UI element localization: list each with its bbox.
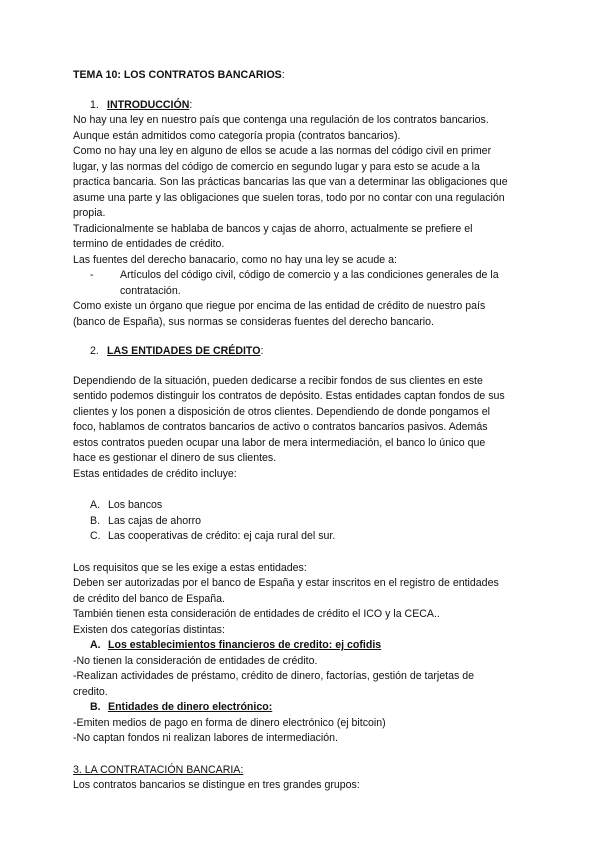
paragraph-line: foco, hablamos de contratos bancarios de activo o contratos bancarios pasivos. Además xyxy=(73,421,488,433)
section-1-label: INTRODUCCIÓN xyxy=(107,98,190,111)
section-2-heading xyxy=(90,344,535,360)
paragraph-line: Dependiendo de la situación, pueden dedicarse a recibir fondos de sus clientes en este xyxy=(73,374,483,387)
section-1-colon: : xyxy=(189,98,193,111)
paragraph-line: asume una parte y las obligaciones que suelen toras, todo por no contar con una regulación xyxy=(73,191,505,204)
paragraph-line: sentido podemos distinguir los contratos de depósito. Estas entidades captan fondos de sus xyxy=(73,390,505,402)
entity-list-item xyxy=(90,514,535,530)
paragraph-line: Tradicionalmente se hablaba de bancos y cajas de ahorro, actualmente se prefiere el xyxy=(73,222,473,235)
paragraph-line: También tienen esta consideración de entidades de crédito el ICO y la CECA.. xyxy=(73,608,440,620)
dash-item-text xyxy=(120,268,535,299)
paragraph-line: Estas entidades de crédito incluye: xyxy=(73,467,237,480)
paragraph-line: No hay una ley en nuestro país que contenga una regulación de los contratos bancarios. xyxy=(73,114,489,126)
list-marker: B. xyxy=(90,514,101,527)
document-title xyxy=(73,68,535,84)
section-2-number: 2. xyxy=(90,345,99,357)
paragraph-line: -No captan fondos ni realizan labores de intermediación. xyxy=(73,732,338,744)
dash-item-line: Artículos del código civil, código de comercio y a las condiciones generales de la xyxy=(120,269,499,281)
paragraph-line: Los contratos bancarios se distingue en tres grandes grupos: xyxy=(73,779,360,791)
paragraph-line: propia. xyxy=(73,207,106,219)
paragraph-line: (banco de España), sus normas se consideras fuentes del derecho bancario. xyxy=(73,315,434,328)
entity-list-item xyxy=(90,498,535,514)
section-2-label: LAS ENTIDADES DE CRÉDITO xyxy=(107,345,261,357)
entity-list-item xyxy=(90,529,535,545)
list-item-text: Las cooperativas de crédito: ej caja rural del sur. xyxy=(108,530,336,542)
paragraph-line: Aunque están admitidos como categoría propia (contratos bancarios). xyxy=(73,129,401,142)
paragraph-line: termino de entidades de crédito. xyxy=(73,238,225,250)
paragraph-line: -Emiten medios de pago en forma de dinero electrónico (ej bitcoin) xyxy=(73,716,386,729)
section-1-heading xyxy=(90,98,535,114)
paragraph-line: de crédito del banco de España. xyxy=(73,592,225,605)
paragraph-line: hace es gestionar el dinero de sus clientes. xyxy=(73,452,277,464)
paragraph-line: credito. xyxy=(73,685,108,698)
dash-bullet: - xyxy=(90,269,94,281)
subsection-b-label: Entidades de dinero electrónico: xyxy=(108,701,273,713)
list-item-text: Las cajas de ahorro xyxy=(108,514,202,527)
paragraph-line: Existen dos categorías distintas: xyxy=(73,623,225,636)
paragraph-line: Los requisitos que se les exige a estas entidades: xyxy=(73,561,307,574)
subsection-a-label: Los establecimientos financieros de credito: ej cofidis xyxy=(108,639,382,651)
paragraph-line: Como existe un órgano que riegue por encima de las entidad de crédito de nuestro país xyxy=(73,300,486,312)
list-item-text: Los bancos xyxy=(108,499,163,511)
list-marker: C. xyxy=(90,530,101,542)
paragraph-line: practica bancaria. Son las prácticas bancarias las que van a determinar las obligaciones que xyxy=(73,176,508,188)
document-content xyxy=(73,68,535,794)
paragraph-line: clientes y los ponen a disposición de otros clientes. Dependiendo de donde pongamos el xyxy=(73,405,490,418)
paragraph-line: -Realizan actividades de préstamo, crédito de dinero, factorías, gestión de tarjetas de xyxy=(73,670,475,682)
section-2-colon: : xyxy=(260,345,264,357)
paragraph-line: Como no hay una ley en alguno de ellos se acude a las normas del código civil en primer xyxy=(73,145,492,157)
section-1-number: 1. xyxy=(90,98,99,111)
paragraph-line: Las fuentes del derecho banacario, como no hay una ley se acude a: xyxy=(73,253,397,266)
subsection-b-heading xyxy=(90,700,535,716)
title-colon: : xyxy=(281,69,285,81)
paragraph-line: lugar, y las normas del código de comercio en segundo lugar y para esto se acude a la xyxy=(73,160,480,173)
dash-item-line: contratación. xyxy=(120,284,181,297)
subsection-b-marker: B. xyxy=(90,701,101,713)
title-text: TEMA 10: LOS CONTRATOS BANCARIOS xyxy=(73,69,282,81)
section-3-heading: 3. LA CONTRATACIÓN BANCARIA: xyxy=(73,763,244,776)
dash-list-item xyxy=(90,268,535,299)
paragraph-line: Deben ser autorizadas por el banco de España y estar inscritos en el registro de entidades xyxy=(73,577,499,589)
list-marker: A. xyxy=(90,499,101,511)
paragraph-line: estos contratos pueden ocupar una labor de mera intermediación, el banco lo único que xyxy=(73,436,486,449)
paragraph-line: -No tienen la consideración de entidades de crédito. xyxy=(73,654,318,667)
subsection-a-heading xyxy=(90,638,535,654)
subsection-a-marker: A. xyxy=(90,639,101,651)
